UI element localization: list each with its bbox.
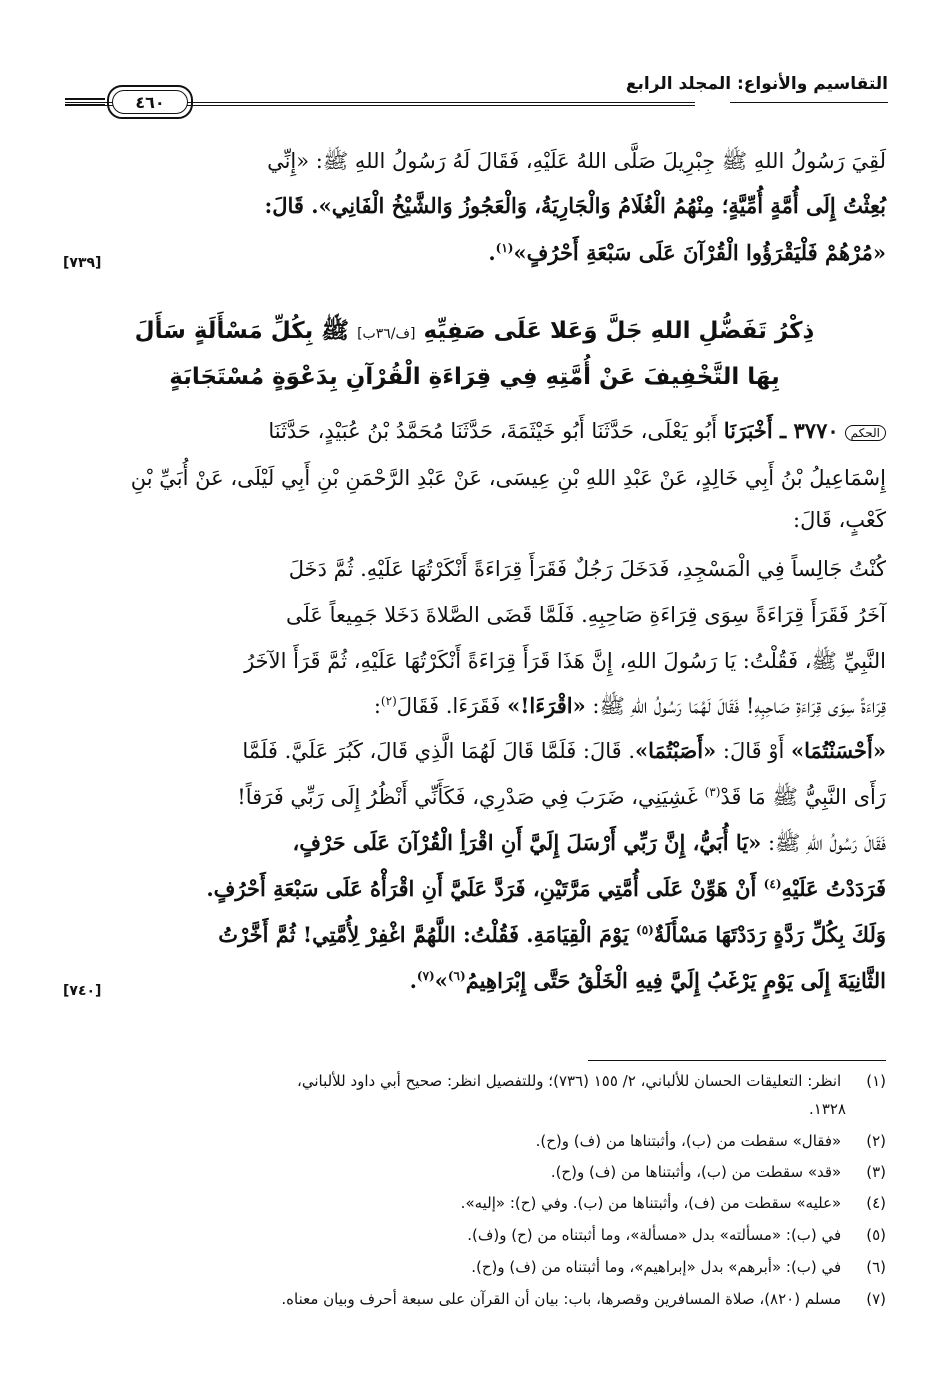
matn-line — [63, 693, 886, 724]
matn-line: آخَرُ فَقَرَأَ قِرَاءَةً سِوَى قِرَاءَةِ صَاحِبِهِ. فَلَمَّا قَضَى الصَّلاةَ دَخَلا جَمِيعاً عَلَى — [285, 603, 886, 627]
hadith-reference: [٧٤٠] — [63, 983, 102, 999]
footnote-separator — [588, 1060, 886, 1061]
footnote-marker: (٥) — [636, 923, 654, 937]
matn-line — [63, 738, 886, 763]
text-span: رَأَى النَّبِيُّ ﷺ مَا قَدْ — [720, 785, 886, 809]
text-span: «أَحْسَنْتُمَا» — [790, 738, 886, 763]
footnote-number: (٧) — [866, 1290, 886, 1308]
footnote — [63, 1132, 886, 1150]
footnote-text: في (ب): «مسألته» بدل «مسألة»، وما أثبتناه من (ح) و(ف). — [467, 1226, 842, 1244]
text-span: أَنْ هَوِّنْ عَلَى أُمَّتِي مَرَّتَيْنِ، فَرَدَّ عَلَيَّ أَنِ اقْرَأْهُ عَلَى سَبْعَةِ أَحْرُفٍ. — [206, 876, 757, 901]
text-span: «يَا أُبَيُّ، إِنَّ رَبِّي أَرْسَلَ إِلَيَّ أَنِ اقْرَأِ الْقُرْآنَ عَلَى حَرْفٍ، — [292, 830, 762, 855]
footnote-marker: (٦) — [447, 969, 466, 983]
footnote — [63, 1194, 886, 1212]
page-number: ٤٦٠ — [112, 90, 188, 114]
text-span: يَوْمَ الْقِيَامَةِ. فَقُلْتُ: اللَّهُمَّ اغْفِرْ لِأُمَّتِي! ثُمَّ أَخَّرْتُ — [218, 922, 629, 947]
matn-line: كُنْتُ جَالِساً فِي الْمَسْجِدِ، فَدَخَلَ رَجُلٌ فَقَرَأَ قِرَاءَةً أَنْكَرْتُهَا عَلَيْهِ. ثُمَّ دَخَلَ — [288, 557, 886, 581]
text-span: قِرَاءَةً سِوَى قِرَاءَةِ صَاحِبِهِ! فَقَالَ لَهُمَا رَسُولُ اللهِ ﷺ: — [592, 694, 886, 718]
matn-line — [63, 784, 886, 815]
text-span: . — [409, 968, 417, 993]
footnote-number: (٣) — [866, 1163, 886, 1181]
footnote-marker: (٣) — [704, 785, 721, 799]
footnote-continuation — [63, 1100, 886, 1118]
hadith-number: ٣٧٧٠ — [793, 418, 839, 443]
text-span: فَرَدَدْتُ عَلَيْهِ — [781, 876, 886, 901]
text-span: أَبُو يَعْلَى، حَدَّثَنَا أَبُو خَيْثَمَةَ، حَدَّثَنَا مُحَمَّدُ بْنُ عُبَيْدٍ، حَدَّثَنَا — [268, 419, 718, 443]
text-span: فَقَالَ رَسُولُ اللهِ ﷺ: — [767, 831, 886, 855]
footnote-text: «قد» سقطت من (ب)، وأثبتناها من (ف) و(ح). — [550, 1163, 842, 1181]
header-ornament — [65, 98, 105, 110]
text-line — [63, 193, 886, 218]
footnote-number: (١) — [866, 1072, 886, 1090]
footnote-marker: (١) — [495, 241, 514, 255]
footnote-marker: (٧) — [416, 969, 435, 983]
text-span: » — [434, 968, 448, 993]
running-title: التقاسيم والأنواع: المجلد الرابع — [625, 74, 888, 94]
text-span: «مُرْهُمْ فَلْيَقْرَؤُوا الْقُرْآنَ عَلَى سَبْعَةِ أَحْرُفٍ» — [513, 240, 886, 265]
footnote-text: في (ب): «أبرهم» بدل «إبراهيم»، وما أثبتناه من (ف) و(ح). — [471, 1258, 842, 1276]
footnote-marker: (٤) — [763, 877, 782, 891]
text-span: غَشِيَنِي، ضَرَبَ فِي صَدْرِي، فَكَأَنِّي أَنْظُرُ إِلَى رَبِّي فَرَقاً! — [237, 785, 698, 809]
hadith-ruling-badge: الحكم — [845, 425, 886, 441]
matn-line — [63, 830, 886, 861]
text-span: . قَالَ: فَلَمَّا قَالَ لَهُمَا الَّذِي قَالَ، كَبُرَ عَلَيَّ. فَلَمَّا — [242, 739, 636, 763]
footnote — [63, 1290, 886, 1308]
footnote-number: (٢) — [866, 1132, 886, 1150]
matn-line — [63, 876, 886, 901]
heading-text: ﷺ بِكُلِّ مَسْأَلَةٍ سَأَلَ — [134, 318, 350, 344]
footnote-text: «عليه» سقطت من (ف)، وأثبتناها من (ب). وفي (ح): «إليه». — [460, 1194, 842, 1212]
header-rule — [730, 102, 888, 103]
text-span: بُعِثْتُ إِلَى أُمَّةٍ أُمِّيَّةٍ؛ مِنْهُمُ الْغُلَامُ وَالْجَارِيَةُ، وَالْعَجُوزُ وَالشَّيْخُ الْفَانِي». قَالَ: — [264, 193, 886, 218]
manuscript-reference: [ف/٣٦ب] — [357, 326, 416, 342]
chapter-heading — [63, 316, 886, 350]
akhbarana: أَخْبَرَنَا — [723, 418, 773, 443]
text-span: «اقْرَءَا!» — [507, 693, 586, 718]
matn-line — [63, 922, 886, 947]
footnote-marker: (٢) — [380, 694, 397, 708]
text-line — [63, 148, 886, 179]
text-span: أَوْ قَالَ: — [722, 739, 785, 763]
text-span: لَقِيَ رَسُولُ اللهِ ﷺ جِبْرِيلَ صَلَّى اللهُ عَلَيْهِ، فَقَالَ لَهُ رَسُولُ اللهِ ﷺ: «إِنِّي — [267, 149, 886, 173]
isnad-line: كَعْبٍ، قَالَ: — [793, 508, 886, 532]
text-span: «أَصَبْتُمَا» — [635, 738, 717, 763]
footnote — [63, 1072, 886, 1090]
text-span: فَقَرَءَا. فَقَالَ — [396, 694, 501, 718]
footnote-number: (٤) — [866, 1194, 886, 1212]
text-span: . — [488, 240, 496, 265]
chapter-heading-line2: بِهَا التَّخْفِيفَ عَنْ أُمَّتِهِ فِي قِرَاءَةِ الْقُرْآنِ بِدَعْوَةٍ مُسْتَجَابَةٍ — [169, 364, 780, 390]
hadith-reference: [٧٣٩] — [63, 255, 102, 271]
text-span: : — [373, 694, 381, 718]
text-span: الثَّانِيَةَ إِلَى يَوْمٍ يَرْغَبُ إِلَيَّ فِيهِ الْخَلْقُ حَتَّى إِبْرَاهِيمُ — [465, 968, 886, 993]
footnote-text: «فقال» سقطت من (ب)، وأثبتناها من (ف) و(ح). — [535, 1132, 842, 1150]
footnote — [63, 1163, 886, 1181]
footnote — [63, 1258, 886, 1276]
text-line — [488, 240, 886, 265]
footnote-number: (٥) — [866, 1226, 886, 1244]
footnote-text: مسلم (٨٢٠)، صلاة المسافرين وقصرها، باب: بيان أن القرآن على سبعة أحرف وبيان معناه. — [281, 1290, 842, 1308]
footnote — [63, 1226, 886, 1244]
matn-line: النَّبِيِّ ﷺ، فَقُلْتُ: يَا رَسُولَ اللهِ، إِنَّ هَذَا قَرَأَ قِرَاءَةً أَنْكَرْتُهَا عَلَيْهِ، ثُمَّ قَرَأَ الآخَرُ — [244, 649, 886, 673]
footnote-text: انظر: التعليقات الحسان للألباني، ٢/ ١٥٥ (٧٣٦)؛ وللتفصيل انظر: صحيح أبي داود للألباني، — [296, 1072, 842, 1090]
text-span: وَلَكَ بِكُلِّ رَدَّةٍ رَدَدْتَهَا مَسْأَلَةٌ — [653, 922, 886, 947]
matn-line — [410, 968, 886, 993]
isnad-line: إِسْمَاعِيلُ بْنُ أَبِي خَالِدٍ، عَنْ عَبْدِ اللهِ بْنِ عِيسَى، عَنْ عَبْدِ الرَّحْمَنِ بْنِ أَبِي لَيْلَى، عَنْ أُبَيِّ بْنِ — [130, 466, 886, 490]
page-header — [65, 74, 888, 120]
isnad-line: الحكم٣٧٧٠ ـ أَخْبَرَنَا أَبُو يَعْلَى، حَدَّثَنَا أَبُو خَيْثَمَةَ، حَدَّثَنَا مُحَمَّدُ بْنُ عُبَيْدٍ، حَدَّثَنَا — [63, 418, 886, 443]
footnote-number: (٦) — [866, 1258, 886, 1276]
heading-text: ذِكْرُ تَفَضُّلِ اللهِ جَلَّ وَعَلا عَلَى صَفِيِّهِ — [423, 318, 815, 344]
footnote-text: ١٣٢٨. — [808, 1100, 846, 1118]
page-number-frame — [107, 85, 193, 119]
